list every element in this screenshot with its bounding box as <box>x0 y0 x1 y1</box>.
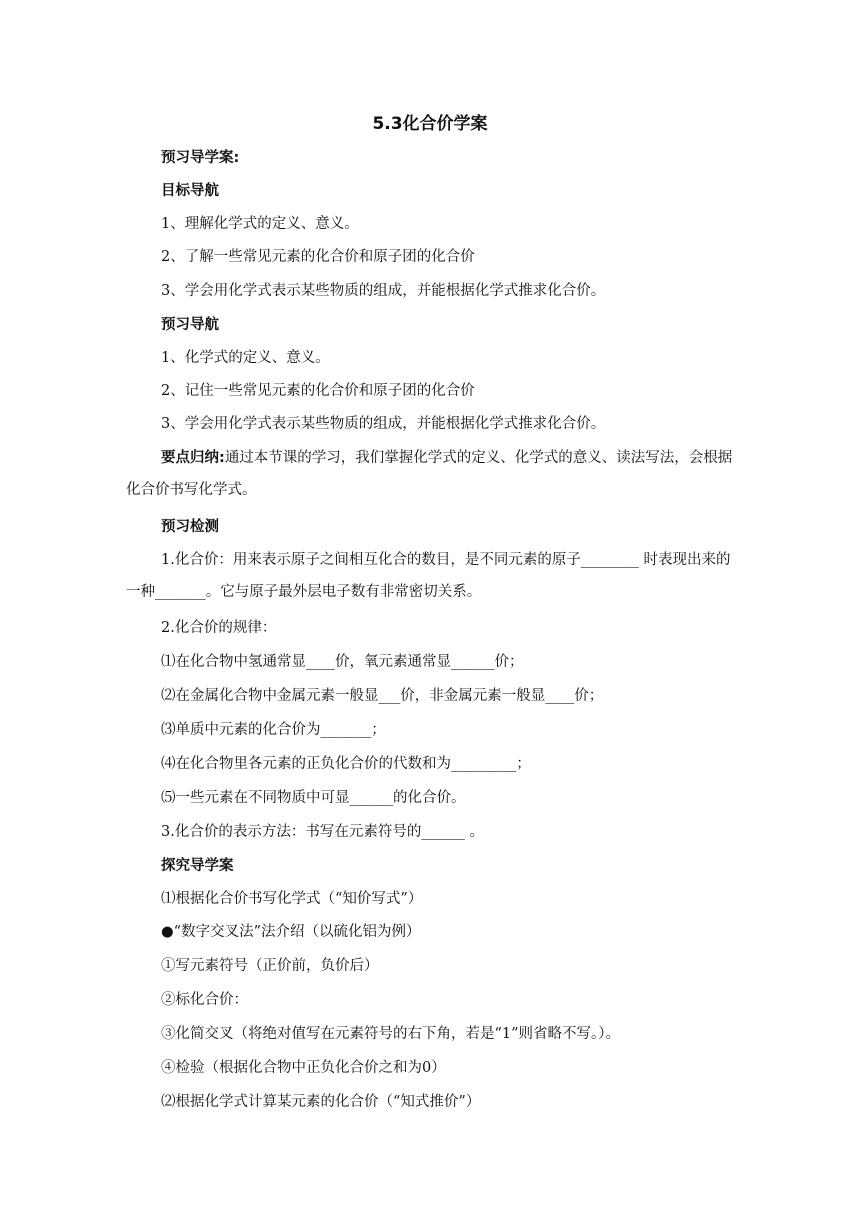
goal-item: 1、理解化学式的定义、意义。 <box>161 216 359 232</box>
summary-text: 通过本节课的学习，我们掌握化学式的定义、化学式的意义、读法写法，会根据化合价书写化学式。 <box>126 450 733 498</box>
goal-heading: 目标导航 <box>161 183 219 199</box>
summary-label: 要点归纳: <box>161 450 225 466</box>
check-item: 3.化合价的表示方法：书写在元素符号的______ 。 <box>161 824 484 840</box>
explore-heading: 探究导学案 <box>161 858 234 874</box>
check-item: ⑴在化合物中氢通常显____价，氧元素通常显______价； <box>161 654 524 670</box>
summary-paragraph <box>126 442 736 506</box>
explore-item: ⑴根据化合价书写化学式（“知价写式”） <box>161 891 423 907</box>
preview-nav-item: 3、学会用化学式表示某些物质的组成，并能根据化学式推求化合价。 <box>161 416 606 432</box>
preview-nav-heading: 预习导航 <box>161 317 219 333</box>
check-item: ⑷在化合物里各元素的正负化合价的代数和为_________； <box>161 756 531 772</box>
explore-item: ③化简交叉（将绝对值写在元素符号的右下角，若是“1”则省略不写。）。 <box>161 1026 621 1042</box>
explore-item: ⑵根据化学式计算某元素的化合价（“知式推价”） <box>161 1094 481 1110</box>
preview-nav-item: 1、化学式的定义、意义。 <box>161 350 330 366</box>
page-title: 5.3化合价学案 <box>372 114 488 134</box>
preview-nav-item: 2、记住一些常见元素的化合价和原子团的化合价 <box>161 383 475 399</box>
check-item: ⑶单质中元素的化合价为_______； <box>161 722 386 738</box>
explore-item: ①写元素符号（正价前，负价后） <box>161 958 379 974</box>
explore-item: ●“数字交叉法”法介绍（以硫化铝为例） <box>161 924 421 940</box>
goal-item: 2、了解一些常见元素的化合价和原子团的化合价 <box>161 249 475 265</box>
check-item: 2.化合价的规律： <box>161 620 277 636</box>
goal-item: 3、学会用化学式表示某些物质的组成，并能根据化学式推求化合价。 <box>161 283 606 299</box>
preview-heading: 预习导学案: <box>161 150 240 166</box>
explore-item: ④检验（根据化合物中正负化合价之和为0） <box>161 1060 446 1076</box>
check-item: 1.化合价：用来表示原子之间相互化合的数目，是不同元素的原子________ 时表现出来的一种_______。它与原子最外层电子数有非常密切关系。 <box>126 552 731 600</box>
explore-item: ②标化合价： <box>161 992 248 1008</box>
check-heading: 预习检测 <box>161 519 219 535</box>
check-item: ⑸一些元素在不同物质中可显______的化合价。 <box>161 790 466 806</box>
check-item: ⑵在金属化合物中金属元素一般显___价，非金属元素一般显____价； <box>161 688 604 704</box>
